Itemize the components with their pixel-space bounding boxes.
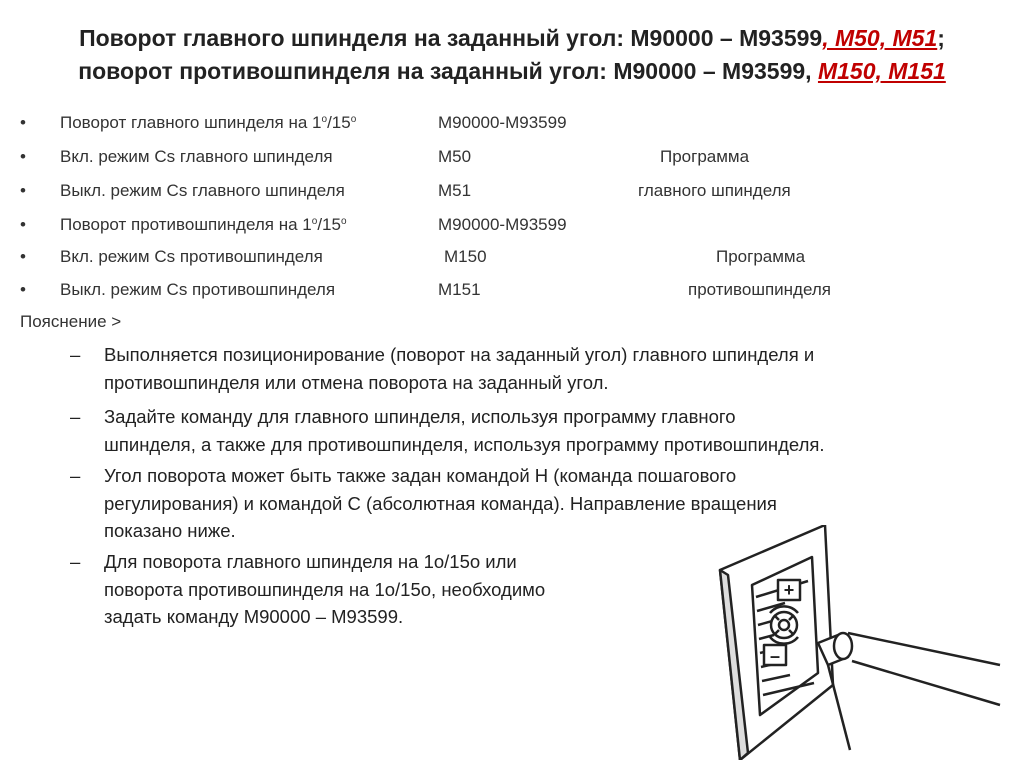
dash-bullet: – [70, 344, 81, 365]
explanation-line: показано ниже. [104, 520, 236, 541]
row-code: M90000-M93599 [438, 215, 567, 234]
explanation-line: регулирования) и командой C (абсолютная команда). Направление вращения [104, 492, 777, 514]
row-note: Программа [660, 147, 750, 166]
title-line-1-text: Поворот главного шпинделя на заданный угол: M90000 – M93599 [79, 25, 823, 51]
explanation-item [104, 548, 545, 631]
explanation-line: поворота противошпинделя на 1о/15о, необходимо [104, 578, 546, 600]
dash-bullet: – [70, 465, 81, 486]
minus-label: – [769, 646, 781, 666]
command-row [0, 247, 1024, 277]
explanation-item [104, 462, 777, 545]
row-code: M151 [438, 280, 481, 299]
explanation-line: Задайте команду для главного шпинделя, используя программу главного [104, 406, 736, 427]
title-line-1 [0, 22, 1024, 55]
row-label: Вкл. режим Cs главного шпинделя [60, 147, 333, 166]
explanation-line: задать команду M90000 – M93599. [104, 606, 404, 627]
explanation-line: Угол поворота может быть также задан командой H (команда пошагового [104, 465, 737, 486]
row-code: M150 [444, 247, 487, 266]
explanation-item [104, 403, 825, 458]
title-line-1-red: , M50, M51 [822, 25, 938, 51]
row-label: Поворот противошпинделя на $1^о/15^о$ [60, 215, 347, 234]
row-code: M50 [438, 147, 472, 166]
row-label: Вкл. режим Cs противошпинделя [60, 247, 323, 266]
row-code: M90000-M93599 [438, 113, 567, 132]
slide-title [0, 22, 1024, 88]
command-row [0, 280, 1024, 310]
row-note: противошпинделя [688, 280, 831, 299]
row-label: Поворот главного шпинделя на $1^о/15^о$ [60, 113, 357, 132]
explanation-label: Пояснение > [20, 312, 122, 331]
plus-label: + [783, 580, 795, 600]
command-row [0, 181, 1024, 211]
command-row [0, 215, 1024, 245]
title-line-2-red: M150, M151 [817, 58, 946, 84]
row-code: M51 [438, 181, 472, 200]
dash-bullet: – [70, 551, 81, 572]
row-label: Выкл. режим Cs противошпинделя [60, 280, 336, 299]
row-note: главного шпинделя [638, 181, 791, 200]
bullet: • [20, 181, 26, 200]
bullet: • [20, 215, 26, 234]
explanation-line: противошпинделя или отмена поворота на заданный угол. [104, 371, 609, 393]
bullet: • [20, 280, 26, 299]
explanation-line: Выполняется позиционирование (поворот на заданный угол) главного шпинделя и [104, 344, 815, 365]
explanation-line: Для поворота главного шпинделя на 1о/15о или [104, 551, 517, 572]
title-line-1-suffix: ; [937, 25, 945, 51]
explanation-item [104, 341, 814, 396]
title-line-2 [0, 55, 1024, 88]
dash-bullet: – [70, 406, 81, 427]
bullet: • [20, 113, 26, 132]
spindle-rotation-illustration [700, 525, 1010, 760]
command-row [0, 113, 1024, 143]
row-label: Выкл. режим Cs главного шпинделя [60, 181, 345, 200]
title-line-2-text: поворот противошпинделя на заданный угол: M90000 – M93599, [78, 58, 818, 84]
bullet: • [20, 147, 26, 166]
command-row [0, 147, 1024, 177]
bullet: • [20, 247, 26, 266]
row-note: Программа [716, 247, 806, 266]
explanation-line: шпинделя, а также для противошпинделя, используя программу противошпинделя. [104, 433, 825, 455]
